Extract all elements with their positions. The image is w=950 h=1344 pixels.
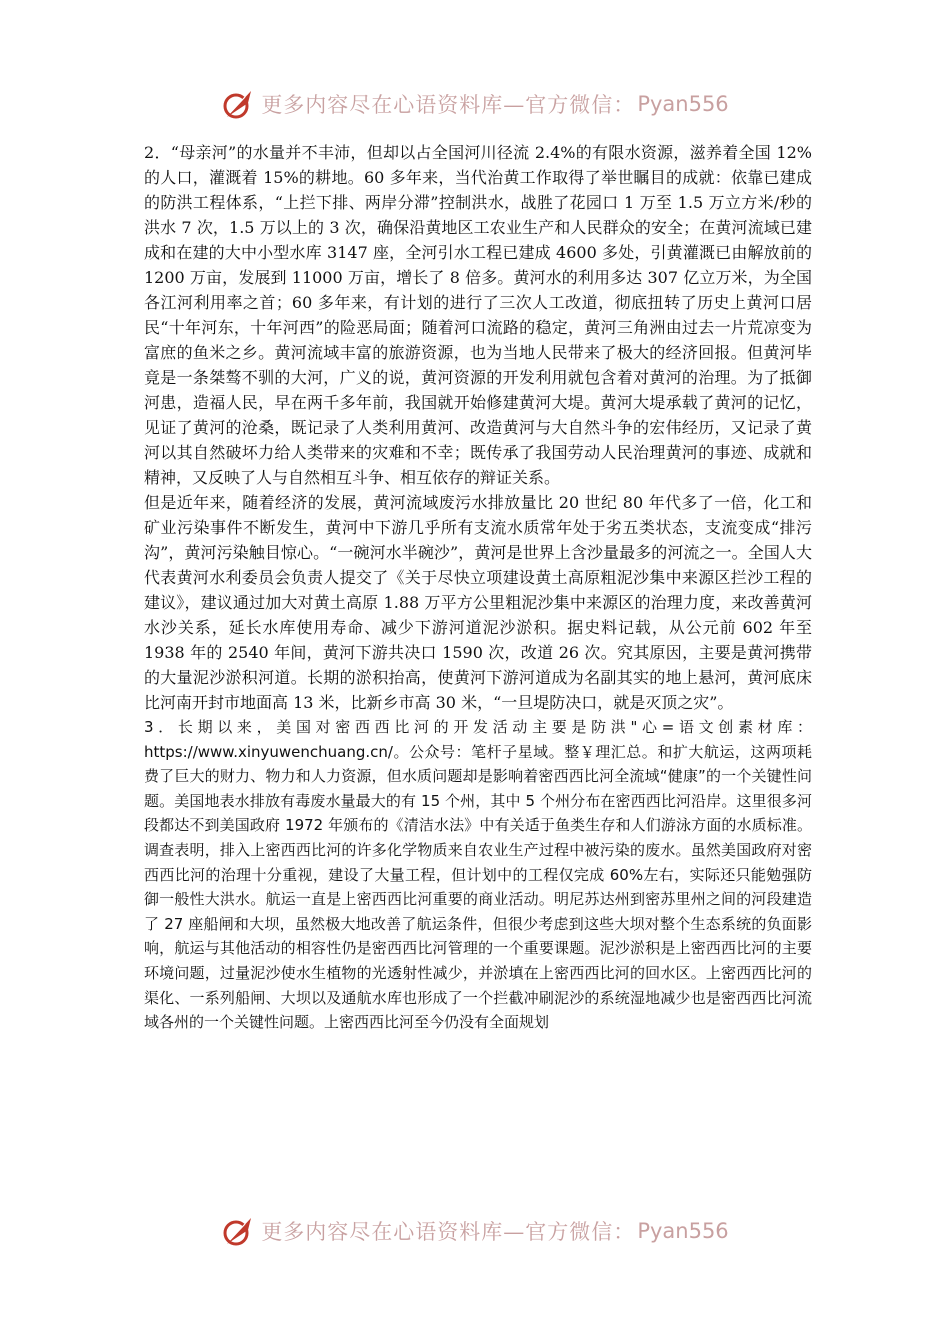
paragraph-2: 2．“母亲河”的水量并不丰沛，但却以占全国河川径流 2.4%的有限水资源，滋养着全国 12%的人口，灌溉着 15%的耕地。60 多年来，当代治黄工作取得了举世瞩目的成就：依靠已建成的防洪工程体系，“上拦下排、两岸分滞”控制洪水，战胜了花园口 1 万至 1.5 万立方米/秒的洪水 7 次，1.5 万以上的 3 次，确保沿黄地区工农业生产和人民群众的安全；在黄河流域已建成和在建的大中小型水库 3147 座，全河引水工程已建成 4600 多处，引黄灌溉已由解放前的 1200 万亩，发展到 11000 万亩，增长了 8 倍多。黄河水的利用多达 307 亿立万米，为全国各江河利用率之首；60 多年来，有计划的进行了三次人工改道，彻底扭转了历史上黄河口居民“十年河东，十年河西”的险恶局面；随着河口流路的稳定，黄河三角洲由过去一片荒凉变为富庶的鱼米之乡。黄河流域丰富的旅游资源，也为当地人民带来了极大的经济回报。但黄河毕竟是一条桀骜不驯的大河，广义的说，黄河资源的开发利用就包含着对黄河的治理。为了抵御河患，造福人民，早在两千多年前，我国就开始修建黄河大堤。黄河大堤承载了黄河的记忆，见证了黄河的沧桑，既记录了人类利用黄河、改造黄河与大自然斗争的宏伟经历，又记录了黄河以其自然破坏力给人类带来的灾难和不幸；既传承了我国劳动人民治理黄河的事迹、成就和精神，又反映了人与自然相互斗争、相互依存的辩证关系。: [144, 143, 812, 487]
section-mississippi: [144, 715, 812, 1035]
paragraph-3: 3．长期以来，美国对密西西比河的开发活动主要是防洪"心=语文创素材库：https://www.xinyuwenchuang.cn/。公众号：笔杆子星域。整￥理汇总。和扩大航运，这两项耗费了巨大的财力、物力和人力资源，但水质问题却是影响着密西西比河全流域“健康”的一个关键性问题。美国地表水排放有毒废水量最大的有 15 个州，其中 5 个州分布在密西西比河沿岸。这里很多河段都达不到美国政府 1972 年颁布的《清洁水法》中有关适于鱼类生存和人们游泳方面的水质标准。调查表明，排入上密西西比河的许多化学物质来自农业生产过程中被污染的废水。虽然美国政府对密西西比河的治理十分重视，建设了大量工程，但计划中的工程仅完成 60%左右，实际还只能勉强防御一般性大洪水。航运一直是上密西西比河重要的商业活动。明尼苏达州到密苏里州之间的河段建造了 27 座船闸和大坝，虽然极大地改善了航运条件，但很少考虑到这些大坝对整个生态系统的负面影响，航运与其他活动的相容性仍是密西西比河管理的一个重要课题。泥沙淤积是上密西西比河的主要环境问题，过量泥沙使水生植物的光透射性减少，并淤填在上密西西比河的回水区。上密西西比河的渠化、一系列船闸、大坝以及通航水库也形成了一个拦截冲刷泥沙的系统湿地减少也是密西西比河流域各州的一个关键性问题。上密西西比河至今仍没有全面规划: [144, 718, 812, 1032]
watermark-handle: Pyan556: [637, 1219, 729, 1243]
watermark-handle: Pyan556: [637, 92, 729, 116]
quill-pen-logo-icon: [221, 87, 255, 121]
section-yellow-river: [144, 140, 812, 715]
paragraph-pollution: 但是近年来，随着经济的发展，黄河流域废污水排放量比 20 世纪 80 年代多了一倍，化工和矿业污染事件不断发生，黄河中下游几乎所有支流水质常年处于劣五类状态，支流变成“排污沟”，黄河污染触目惊心。“一碗河水半碗沙”，黄河是世界上含沙量最多的河流之一。全国人大代表黄河水利委员会负责人提交了《关于尽快立项建设黄土高原粗泥沙集中来源区拦沙工程的建议》，建议通过加大对黄土高原 1.88 万平方公里粗泥沙集中来源区的治理力度，来改善黄河水沙关系，延长水库使用寿命、减少下游河道泥沙淤积。据史料记载，从公元前 602 年至 1938 年的 2540 年间，黄河下游共决口 1590 次，改道 26 次。究其原因，主要是黄河携带的大量泥沙淤积河道。长期的淤积抬高，使黄河下游河道成为名副其实的地上悬河，黄河底床比河南开封市地面高 13 米，比新乡市高 30 米，“一旦堤防决口，就是灭顶之灾”。: [144, 493, 812, 712]
quill-pen-logo-icon: [221, 1214, 255, 1248]
header-watermark: [0, 84, 950, 124]
footer-watermark: [0, 1211, 950, 1251]
document-body: [144, 140, 812, 1035]
watermark-text: 更多内容尽在心语资料库—官方微信：: [261, 1220, 636, 1244]
watermark-text: 更多内容尽在心语资料库—官方微信：: [261, 93, 636, 117]
